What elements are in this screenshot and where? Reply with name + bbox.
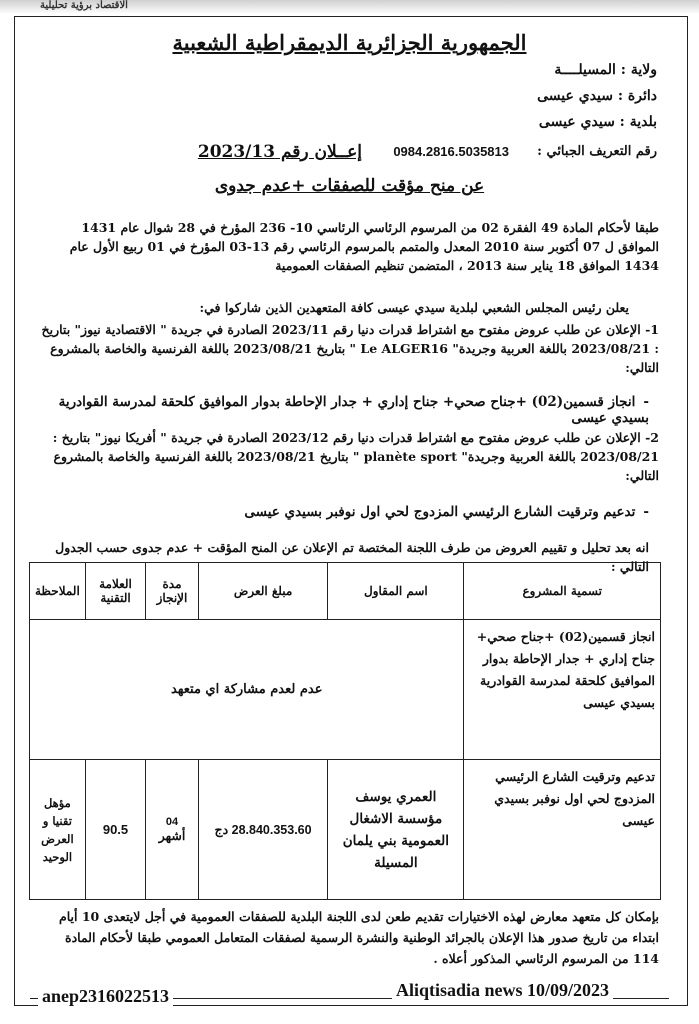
republic-title: الجمهورية الجزائرية الديمقراطية الشعبية (172, 30, 527, 55)
appeal-notice: بإمكان كل متعهد معارض لهذه الاختيارات تقديم طعن لدى اللجنة البلدية للصفقات العمومية في أجل لايتعدى 10 أيام ابتداء من تاريخ صدور هذا الإعلان بالجرائد الوطنية والنشرة الرسمية لصفقات المتعامل العمومي طبقا لأحكام المادة 114 من المرسوم الرئاسي المذكور أعلاه . (58, 909, 659, 966)
newspaper-tagline: الاقتصاد برؤية تحليلية (40, 0, 128, 11)
header-duration: مدة الإنجاز (146, 563, 199, 620)
row-1-merged-note: عدم لعدم مشاركة اي متعهد (30, 620, 464, 760)
item-1-project-label: انجاز قسمين(02) +جناح صحي+ جناح إداري + جدار الإحاطة بدوار الموافيق كلحقة لمدرسة القوادرية بسيدي عيسى (58, 394, 649, 426)
notice-subtitle: عن منح مؤقت للصفقات +عدم جدوى (214, 176, 485, 196)
row-1-project: انجاز قسمين(02) +جناح صحي+ جناح إداري + جدار الإحاطة بدوار الموافيق كلحقة لمدرسة القوادرية بسيدي عيسى (464, 620, 661, 760)
wilaya-line: ولاية : المسيلــــة (554, 62, 657, 78)
table-row (30, 620, 661, 760)
row-2-contractor: العمري يوسف مؤسسة الاشغال العمومية بني يلمان المسيلة (328, 760, 464, 900)
daira-line: دائرة : سيدي عيسى (537, 88, 657, 104)
table-row (30, 760, 661, 900)
item-2-project-label: تدعيم وترقيت الشارع الرئيسي المزدوج لحي اول نوفبر بسيدي عيسى (244, 504, 636, 520)
item-1-project (49, 394, 649, 426)
identification-row (37, 142, 657, 166)
row-2-project: تدعيم وترقيت الشارع الرئيسي المزدوج لحي اول نوفبر بسيدي عيسى (464, 760, 661, 900)
row-2-duration (146, 760, 199, 900)
commune-line: بلدية : سيدي عيسى (538, 114, 657, 130)
bullet-dash: - (643, 394, 649, 410)
bullet-dash: - (643, 504, 649, 520)
row-2-duration-number: 04 (165, 816, 179, 828)
header-project: تسمية المشروع (464, 563, 661, 620)
header-contractor: اسم المقاول (328, 563, 464, 620)
announcement-line: يعلن رئيس المجلس الشعبي لبلدية سيدي عيسى كافة المتعهدين الذين شاركوا في: (199, 300, 629, 315)
notice-number: إعــلان رقم 2023/13 (197, 142, 362, 162)
header-amount: مبلغ العرض (198, 563, 328, 620)
item-1-text: 1- الإعلان عن طلب عروض مفتوح مع اشتراط قدرات دنيا رقم 2023/11 الصادرة في جريدة " الاقتصادية نيوز" بتاريخ : 2023/08/21 باللغة العربية وجريدة" Le ALGER16 " بتاريخ 2023/08/21 باللغة الفرنسية والخاصة بالمشروع التالي: (41, 322, 659, 375)
header-remark: الملاحظة (30, 563, 86, 620)
results-table (29, 562, 661, 900)
item-2-project (49, 504, 649, 520)
tax-id-label: رقم التعريف الجبائي : (537, 144, 657, 159)
item-2-text: 2- الإعلان عن طلب عروض مفتوح مع اشتراط قدرات دنيا رقم 2023/12 الصادرة في جريدة " أفريكا نيوز" بتاريخ : 2023/08/21 باللغة العربية وجريدة" planète sport " بتاريخ 2023/08/21 باللغة الفرنسية والخاصة بالمشروع التالي: (52, 430, 659, 483)
table-header-row (30, 563, 661, 620)
publication-reference: Aliqtisadia news 10/09/2023 (392, 980, 613, 1001)
row-2-tech-score: 90.5 (85, 760, 145, 900)
anep-reference: anep2316022513 (38, 986, 173, 1007)
row-2-remark: مؤهل تقنيا و العرض الوحيد (30, 760, 86, 900)
row-2-amount: 28.840.353.60 دج (198, 760, 328, 900)
table-intro: انه بعد تحليل و تقييم العروض من طرف اللجنة المختصة تم الإعلان عن المنح المؤقت + عدم جدوى حسب الجدول التالي : (55, 540, 649, 574)
header-tech-score: العلامة التقنية (85, 563, 145, 620)
tax-id-value: 0984.2816.5035813 (393, 144, 509, 159)
row-2-duration-unit: أشهر (158, 828, 186, 843)
legal-basis-paragraph: طبقا لأحكام المادة 49 الفقرة 02 من المرسوم الرئاسي الرئاسي 10- 236 المؤرخ في 28 شوال عام 1431 الموافق ل 07 أكتوبر سنة 2010 المعدل والمتمم بالمرسوم الرئاسي رقم 13-03 المؤرخ في 01 ربيع الأول عام 1434 الموافق 18 يناير سنة 2013 ، المتضمن تنظيم الصفقات العمومية (69, 220, 659, 273)
